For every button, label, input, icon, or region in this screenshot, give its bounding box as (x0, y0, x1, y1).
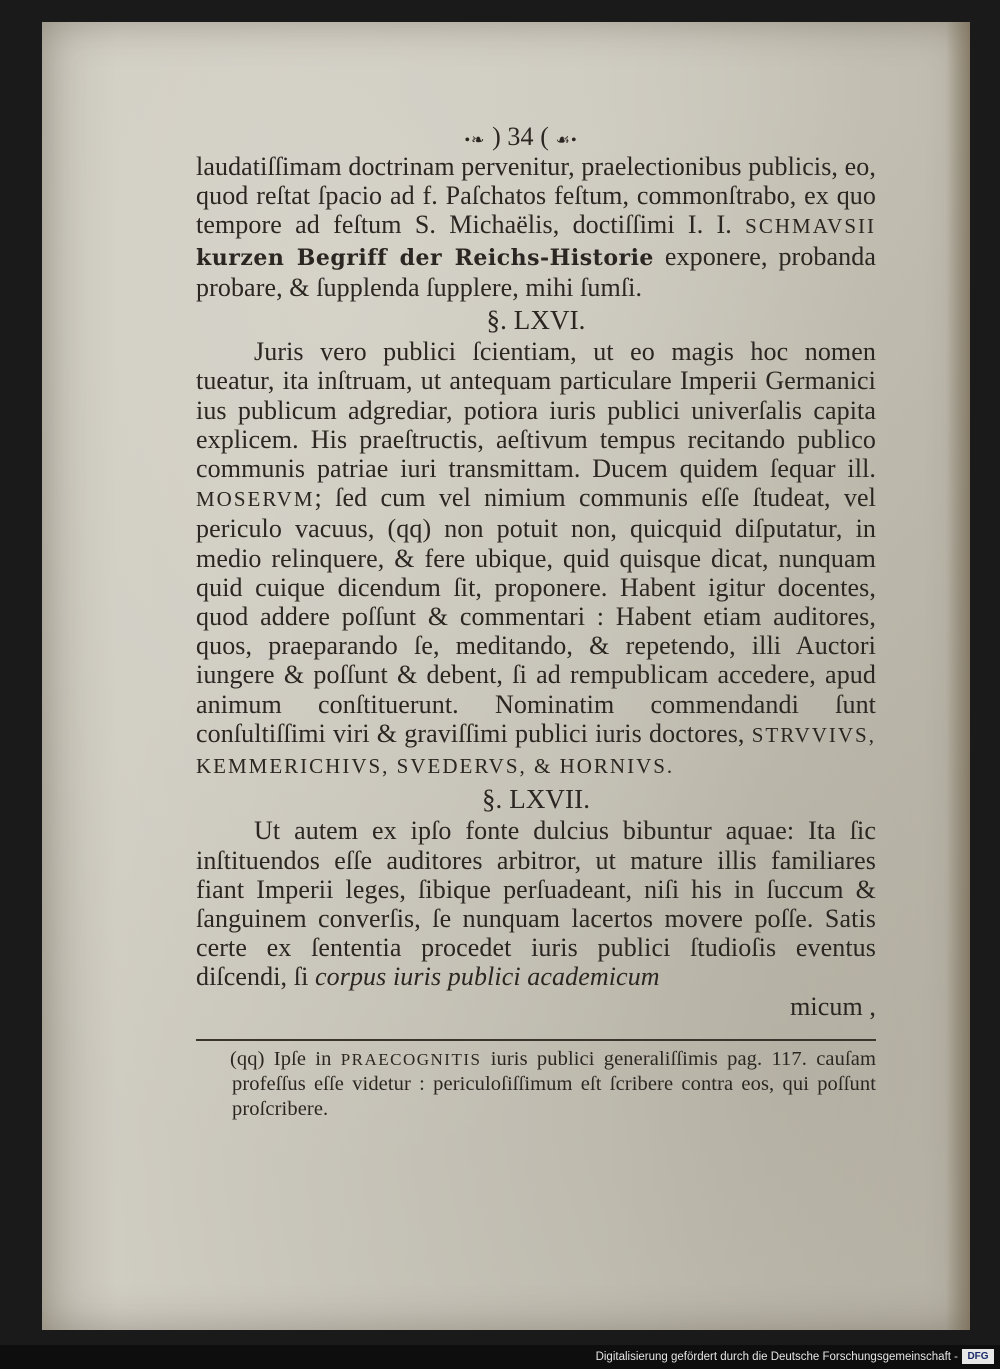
section-heading-66: §. LXVI. (486, 305, 586, 336)
section-66-text-part2: ; ſed cum vel nimium communis eſſe ſtudeat, vel periculo vacuus, (qq) non potuit non, quicquid diſputatur, in medio relinquere, & fere ubique, quid quisque dicat, nunquam quid cuique dicendum ſit, proponere. Habent igitur docentes, quod addere poſſunt & commentari : Habent etiam auditores, quos, praeparando ſe, meditando, & repetendo, illi Auctori iungere & poſſunt & debent, ſi ad rempublicam accedere, apud animum conſtituerunt. Nominatim commendandi ſunt conſultiſſimi viri & graviſſimi publici iuris doctores, (196, 483, 876, 748)
fraktur-book-title: kurzen Begriff der Reichs-Historie (196, 244, 654, 271)
footnote-text-part2: iuris publici generaliſſimis pag. 117. cauſam profeſſus eſſe videtur : periculoſiſſimum eſt ſcribere contra eos, qui poſſunt proſcribere. (232, 1047, 877, 1120)
catchword: micum , (790, 991, 876, 1021)
footnote-text-part1: Ipſe in (264, 1047, 341, 1070)
section-67-paragraph (196, 816, 876, 1020)
page-header (166, 122, 876, 152)
footnote-marker: (qq) (230, 1047, 265, 1070)
opening-text-part2: exponere, probanda probare, & ſupplenda ſupplere, mihi ſumſi. (196, 241, 876, 302)
page-number: ) 34 ( (492, 122, 549, 151)
footnote-praecognitis: PRAECOGNITIS (340, 1049, 482, 1069)
section-66-paragraph (196, 337, 876, 781)
section-67-text: Ut autem ex ipſo fonte dulcius bibuntur aquae: Ita ſic inſtituendos eſſe auditores arbitror, ut mature illis familiares fiant Imperii leges, ſibique perſuadeant, niſi his in ſuccum & ſanguinem converſis, ſe nunquam lacertos movere poſſe. Satis certe ex ſententia procedet iuris publici ſtudioſis eventus diſcendi, ſi (196, 816, 876, 992)
author-name-moservm: MOSERVM (196, 487, 315, 512)
section-66-text-part1: Juris vero publici ſcientiam, ut eo magis hoc nomen tueatur, ita inſtruam, ut antequam particulare Imperii Germanici ius publicum adgrediar, potiora iuris publici univerſalis capita explicem. His praeſtructis, aeſtivum tempus recitando publico communis patriae iuri transmittam. Ducem quidem ſequar ill. (196, 337, 876, 484)
author-name-schmausii: SCHMAVSII (745, 214, 876, 239)
opening-text-part1: laudatiſſimam doctrinam pervenitur, praelectionibus publicis, eo, quod reſtat ſpacio ad f. Paſchatos feſtum, commonſtrabo, ex quo tempore ad feſtum S. Michaëlis, doctiſſimi I. I. (196, 152, 876, 240)
header-right-ornament: ☙• (555, 132, 578, 149)
opening-paragraph (196, 152, 876, 302)
author-names-list: STRVVIVS, KEMMERICHIVS, SVEDERVS, & HORNIVS. (196, 722, 876, 779)
italic-corpus-iuris: corpus iuris publici academicum (315, 962, 660, 992)
page-text (196, 122, 876, 1122)
dfg-credit-text: Digitalisierung gefördert durch die Deutsche Forschungsgemeinschaft - (595, 1351, 958, 1363)
footnote-rule (196, 1039, 876, 1041)
dfg-logo: DFG (962, 1349, 994, 1364)
header-left-ornament: •❧ (464, 132, 486, 149)
section-heading-67: §. LXVII. (481, 784, 591, 815)
footnote-qq (196, 1047, 876, 1122)
page-edge-shadow (946, 22, 970, 1330)
